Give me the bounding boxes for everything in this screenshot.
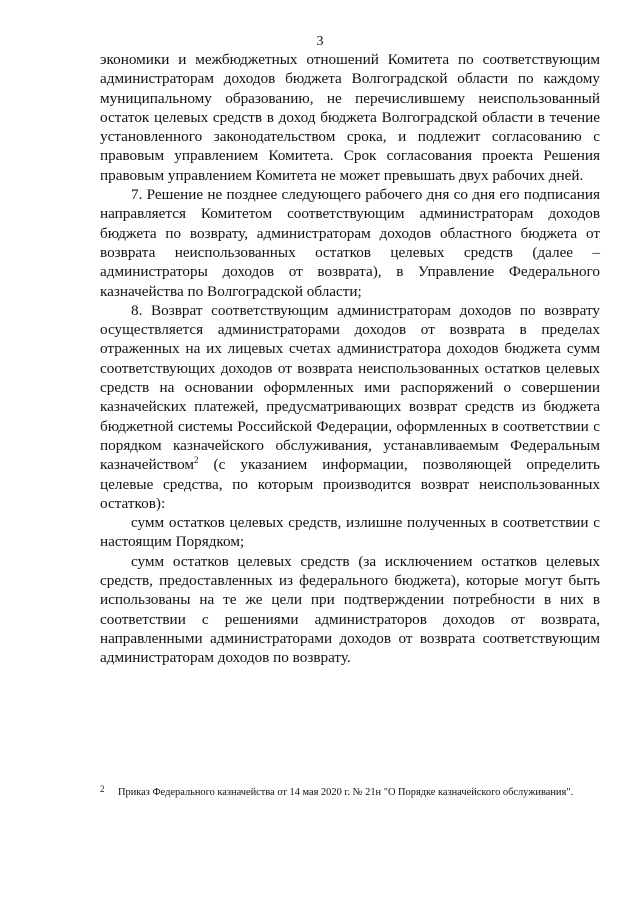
paragraph-item-8-text: 8. Возврат соответствующим администраторам доходов по возврату осуществляется администраторами доходов от возврата в пределах отраженных на их лицевых счетах администратора доходов бюджета сумм соответствующих доходов от возврата неиспользованных остатков целевых средств на основании оформленных ими распоряжений о совершении казначейских платежей, предусматривающих возврат средств из бюджета бюджетной системы Российской Федерации, оформленных в соответствии с порядком казначейского обслуживания, устанавливаемым Федеральным казначейством — [100, 301, 600, 474]
paragraph-item-7: 7. Решение не позднее следующего рабочего дня со дня его подписания направляется Комитетом соответствующим администраторам доходов бюджета по возврату, администраторам доходов областного бюджета от возврата неиспользованных остатков целевых средств (далее – администраторы доходов от возврата), в Управление Федерального казначейства по Волгоградской области; — [100, 186, 600, 300]
document-body — [100, 50, 600, 668]
page-number: 3 — [316, 34, 324, 49]
paragraph-sub-item-1: сумм остатков целевых средств, излишне полученных в соответствии с настоящим Порядком; — [100, 514, 600, 551]
paragraph-sub-item-2: сумм остатков целевых средств (за исключением остатков целевых средств, предоставленных из федерального бюджета), которые могут быть использованы на те же цели при подтверждении потребности в них в соответствии с решениями администраторов доходов от возврата, направленными администраторами доходов от возврата соответствующим администраторам доходов по возврату. — [100, 552, 600, 667]
paragraph-continuation: экономики и межбюджетных отношений Комитета по соответствующим администраторам доходов бюджета Волгоградской области по каждому муниципальному образованию, не перечислившему неиспользованный остаток целевых средств в доход бюджета Волгоградской области в течение установленного законодательством срока, и подлежит согласованию с правовым управлением Комитета. Срок согласования проекта Решения правовым управлением Комитета не может превышать двух рабочих дней. — [100, 51, 600, 184]
paragraph-item-8-tail: (с указанием информации, позволяющей определить целевые средства, по которым производится возврат неиспользованных остатков): — [100, 456, 600, 512]
paragraph-item-8 — [100, 301, 600, 513]
footnote-text: Приказ Федерального казначейства от 14 мая 2020 г. № 21н "О Порядке казначейского обслуживания". — [118, 787, 574, 798]
footnote-reference[interactable]: 2 — [194, 455, 199, 466]
footnote-mark: 2 — [100, 784, 105, 794]
footnote — [100, 782, 620, 800]
